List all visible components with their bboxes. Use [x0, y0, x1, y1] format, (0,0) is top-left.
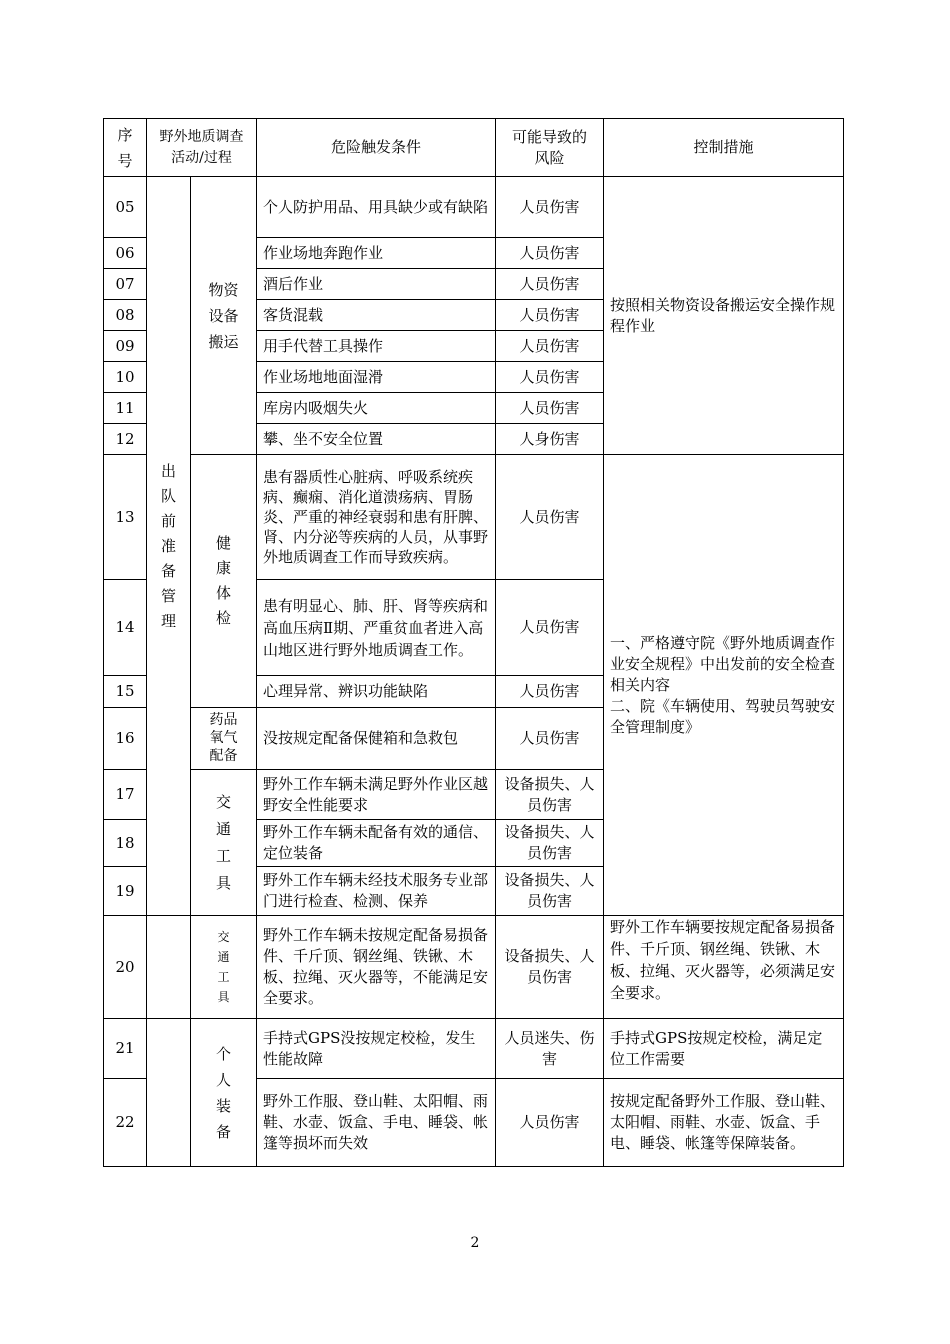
sub-medicine-oxygen — [191, 708, 257, 770]
trigger-condition: 攀、坐不安全位置 — [257, 424, 496, 455]
row-number: 18 — [104, 820, 147, 867]
header-activity-line1: 野外地质调查 — [159, 128, 244, 145]
table-row — [104, 1019, 844, 1079]
row-number: 22 — [104, 1079, 147, 1167]
sub-vehicle-2 — [191, 916, 257, 1019]
control-row-21: 手持式GPS按规定校检，满足定位工作需要 — [604, 1019, 844, 1079]
row-number: 15 — [104, 676, 147, 708]
page-number: 2 — [470, 1235, 480, 1251]
trigger-condition: 野外工作车辆未经技术服务专业部门进行检查、检测、保养 — [257, 867, 496, 916]
risk-cell: 人员伤害 — [496, 676, 604, 708]
control-health-traffic: 一、严格遵守院《野外地质调查作业安全规程》中出发前的安全检查相关内容 二、院《车辆使用、驾驶员驾驶安全管理制度》 — [604, 455, 844, 916]
risk-cell: 人员伤害 — [496, 238, 604, 269]
row-number: 17 — [104, 770, 147, 820]
group-pre-departure — [147, 177, 191, 916]
risk-cell: 人员伤害 — [496, 300, 604, 331]
sub-health-label: 健康体检 — [215, 534, 231, 627]
row-number: 21 — [104, 1019, 147, 1079]
header-seq — [104, 119, 147, 177]
header-control: 控制措施 — [604, 119, 844, 177]
header-condition: 危险触发条件 — [257, 119, 496, 177]
risk-cell: 人身伤害 — [496, 424, 604, 455]
trigger-condition: 个人防护用品、用具缺少或有缺陷 — [257, 177, 496, 238]
risk-cell: 设备损失、人员伤害 — [496, 770, 604, 820]
row-number: 06 — [104, 238, 147, 269]
control-row-20: 野外工作车辆要按规定配备易损备件、千斤顶、钢丝绳、铁锹、木板、拉绳、灭火器等，必须满足安全要求。 — [604, 916, 844, 1019]
sub-medicine-label: 药品氧气配备 — [209, 712, 238, 764]
row-number: 13 — [104, 455, 147, 580]
row-number: 11 — [104, 393, 147, 424]
trigger-condition: 野外工作车辆未配备有效的通信、定位装备 — [257, 820, 496, 867]
trigger-condition: 心理异常、辨识功能缺陷 — [257, 676, 496, 708]
risk-table — [103, 118, 844, 1167]
sub-health-check — [191, 455, 257, 708]
row-number: 14 — [104, 580, 147, 676]
header-row — [104, 119, 844, 177]
table-row — [104, 177, 844, 238]
row-number: 19 — [104, 867, 147, 916]
trigger-condition: 患有器质性心脏病、呼吸系统疾病、癫痫、消化道溃疡病、胃肠炎、严重的神经衰弱和患有肝脾、肾、内分泌等疾病的人员，从事野外地质调查工作而导致疾病。 — [257, 455, 496, 580]
risk-cell: 人员伤害 — [496, 455, 604, 580]
row-number: 08 — [104, 300, 147, 331]
risk-cell: 人员伤害 — [496, 1079, 604, 1167]
row-number: 16 — [104, 708, 147, 770]
trigger-condition: 作业场地地面湿滑 — [257, 362, 496, 393]
trigger-condition: 野外工作服、登山鞋、太阳帽、雨鞋、水壶、饭盒、手电、睡袋、帐篷等损坏而失效 — [257, 1079, 496, 1167]
risk-cell: 人员伤害 — [496, 362, 604, 393]
trigger-condition: 作业场地奔跑作业 — [257, 238, 496, 269]
risk-cell: 人员伤害 — [496, 269, 604, 300]
group-cell-empty — [147, 1019, 191, 1167]
risk-cell: 设备损失、人员伤害 — [496, 916, 604, 1019]
risk-cell: 人员伤害 — [496, 393, 604, 424]
sub-material-label: 物资设备搬运 — [208, 280, 239, 351]
trigger-condition: 手持式GPS没按规定校检，发生性能故障 — [257, 1019, 496, 1079]
trigger-condition: 野外工作车辆未满足野外作业区越野安全性能要求 — [257, 770, 496, 820]
row-number: 05 — [104, 177, 147, 238]
sub-vehicle — [191, 770, 257, 916]
trigger-condition: 用手代替工具操作 — [257, 331, 496, 362]
trigger-condition: 库房内吸烟失火 — [257, 393, 496, 424]
header-activity — [147, 119, 257, 177]
trigger-condition: 酒后作业 — [257, 269, 496, 300]
sub-vehicle-2-label: 交通工具 — [217, 930, 230, 1004]
sub-personal-equipment — [191, 1019, 257, 1167]
risk-cell: 人员伤害 — [496, 177, 604, 238]
trigger-condition: 野外工作车辆未按规定配备易损备件、千斤顶、钢丝绳、铁锹、木板、拉绳、灭火器等，不能满足安全要求。 — [257, 916, 496, 1019]
row-number: 07 — [104, 269, 147, 300]
sub-personal-label: 个人装备 — [215, 1044, 231, 1141]
risk-cell: 人员伤害 — [496, 331, 604, 362]
table-row — [104, 455, 844, 580]
row-number: 10 — [104, 362, 147, 393]
header-activity-line2: 活动/过程 — [171, 149, 232, 166]
table-row — [104, 916, 844, 1019]
header-risk-text: 可能导致的风险 — [512, 127, 588, 167]
trigger-condition: 患有明显心、肺、肝、肾等疾病和高血压病Ⅱ期、严重贫血者进入高山地区进行野外地质调查工作。 — [257, 580, 496, 676]
row-number: 09 — [104, 331, 147, 362]
group-cell-blank — [147, 916, 191, 1019]
risk-cell: 设备损失、人员伤害 — [496, 867, 604, 916]
control-row-22: 按规定配备野外工作服、登山鞋、太阳帽、雨鞋、水壶、饭盒、手电、睡袋、帐篷等保障装备。 — [604, 1079, 844, 1167]
row-number: 20 — [104, 916, 147, 1019]
row-number: 12 — [104, 424, 147, 455]
sub-material-handling — [191, 177, 257, 455]
control-material: 按照相关物资设备搬运安全操作规程作业 — [604, 177, 844, 455]
risk-cell: 人员伤害 — [496, 580, 604, 676]
risk-cell: 人员迷失、伤害 — [496, 1019, 604, 1079]
risk-cell: 人员伤害 — [496, 708, 604, 770]
trigger-condition: 没按规定配备保健箱和急救包 — [257, 708, 496, 770]
header-risk — [496, 119, 604, 177]
trigger-condition: 客货混载 — [257, 300, 496, 331]
risk-cell: 设备损失、人员伤害 — [496, 820, 604, 867]
group-pre-departure-label: 出队前准备管理 — [160, 461, 176, 630]
sub-vehicle-label: 交通工具 — [215, 792, 231, 892]
header-seq-text: 序号 — [117, 125, 133, 170]
